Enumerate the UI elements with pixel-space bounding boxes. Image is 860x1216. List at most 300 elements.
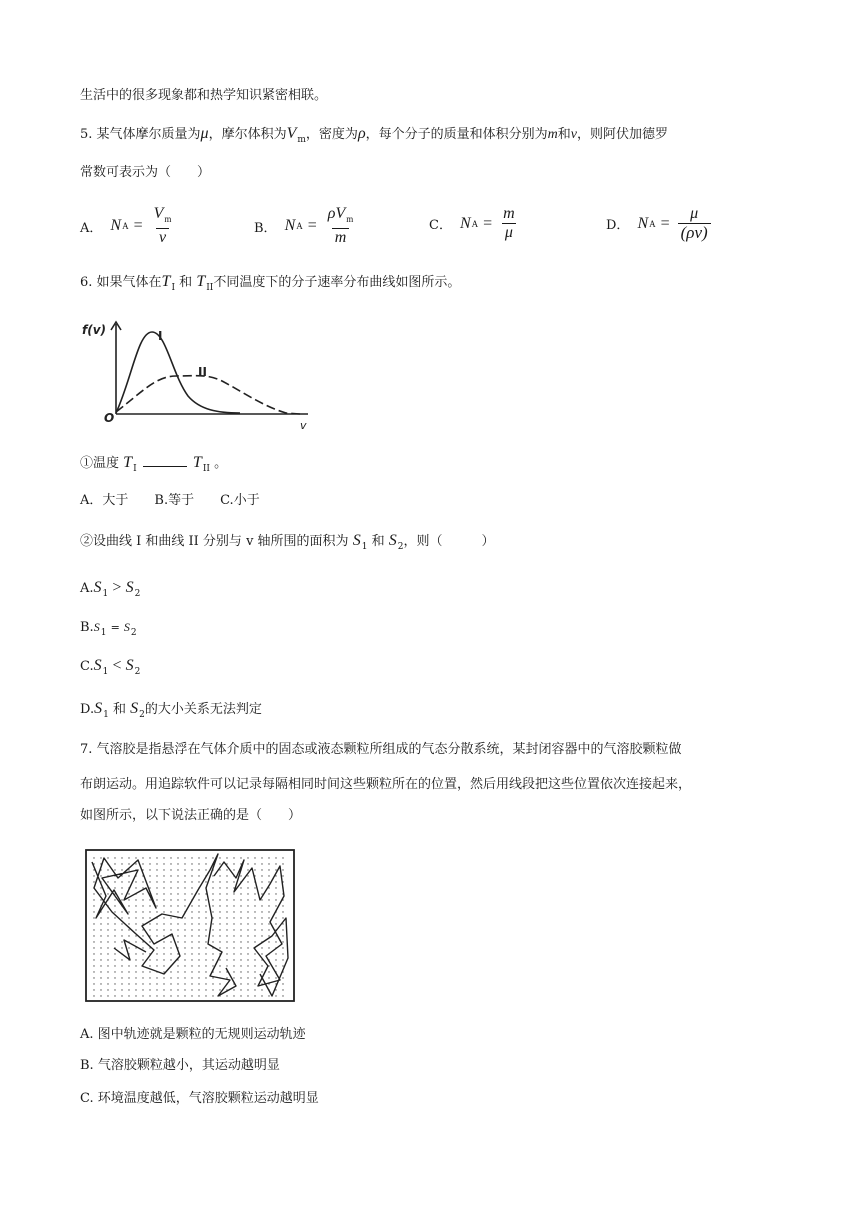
grid-dot [205,977,206,978]
grid-dot [233,947,234,948]
grid-dot [121,941,122,942]
n-symbol: N [637,214,649,232]
grid-dot [100,947,101,948]
grid-dot [156,893,157,894]
grid-dot [156,869,157,870]
grid-dot [177,899,178,900]
grid-dot [198,971,199,972]
equals-sign: = [307,217,317,234]
grid-dot [205,917,206,918]
grid-dot [114,899,115,900]
grid-dot [114,959,115,960]
grid-dot [205,983,206,984]
q5-text: ，密度为 [305,127,358,142]
grid-dot [191,863,192,864]
grid-dot [226,887,227,888]
curve-i-label: I [158,329,163,343]
grid-dot [275,965,276,966]
q5-stem-line2: 常数可表示为（ ） [80,165,211,180]
q5-v-sub: m [297,135,306,145]
grid-dot [128,881,129,882]
grid-dot [163,893,164,894]
grid-dot [100,893,101,894]
grid-dot [135,959,136,960]
grid-dot [191,923,192,924]
grid-dot [282,935,283,936]
grid-dot [107,893,108,894]
grid-dot [240,953,241,954]
grid-dot [233,959,234,960]
grid-dot [191,857,192,858]
grid-dot [93,941,94,942]
grid-dot [100,959,101,960]
denominator: μ [502,223,516,242]
q5-option-c[interactable] [429,205,521,242]
grid-dot [212,911,213,912]
grid-dot [93,893,94,894]
grid-dot [163,857,164,858]
grid-dot [191,917,192,918]
grid-dot [149,899,150,900]
grid-dot [100,935,101,936]
grid-dot [219,905,220,906]
grid-dot [282,863,283,864]
grid-dot [156,935,157,936]
grid-dot [156,977,157,978]
grid-dot [240,995,241,996]
grid-dot [135,863,136,864]
grid-dot [226,953,227,954]
grid-dot [254,983,255,984]
grid-dot [184,971,185,972]
grid-dot [275,923,276,924]
grid-dot [247,869,248,870]
grid-dot [226,935,227,936]
grid-dot [240,971,241,972]
s-symbol: S [94,700,103,717]
q6-option-a[interactable] [80,578,140,604]
q6-option-b[interactable] [80,617,137,643]
grid-dot [184,983,185,984]
grid-dot [128,923,129,924]
grid-dot [247,923,248,924]
grid-dot [170,959,171,960]
q6-sub1-options[interactable]: A．大于 B.等于 C.小于 [80,493,260,508]
grid-dot [282,959,283,960]
grid-dot [198,995,199,996]
grid-dot [240,935,241,936]
grid-dot [212,857,213,858]
grid-dot [149,863,150,864]
grid-dot [93,959,94,960]
grid-dot [226,893,227,894]
q6-option-d[interactable] [80,699,262,725]
grid-dot [198,959,199,960]
grid-dot [121,911,122,912]
grid-dot [170,905,171,906]
grid-dot [156,929,157,930]
grid-dot [275,953,276,954]
grid-dot [212,893,213,894]
grid-dot [282,875,283,876]
grid-dot [135,995,136,996]
grid-dot [114,989,115,990]
grid-dot [247,881,248,882]
s-sub: 1 [102,589,109,599]
s-symbol: S [388,532,397,549]
grid-dot [177,935,178,936]
grid-dot [261,881,262,882]
grid-dot [149,929,150,930]
grid-dot [233,923,234,924]
grid-dot [275,995,276,996]
q6-sub1 [80,453,227,479]
grid-dot [198,899,199,900]
t-symbol: T [192,454,202,471]
grid-dot [212,887,213,888]
grid-dot [247,983,248,984]
grid-dot [142,929,143,930]
fraction [325,205,356,247]
grid-dot [170,941,171,942]
grid-dot [268,923,269,924]
grid-dot [275,887,276,888]
answer-blank[interactable] [143,454,187,467]
q5-option-d[interactable] [606,205,714,242]
grid-dot [121,977,122,978]
grid-dot [261,971,262,972]
grid-dot [177,923,178,924]
grid-dot [275,935,276,936]
grid-dot [212,983,213,984]
q5-volume-symbol: v [570,127,577,142]
q6-text: 和 [112,702,126,717]
intro-text: 生活中的很多现象都和热学知识紧密相联。 [80,88,328,103]
grid-dot [149,887,150,888]
grid-dot [268,863,269,864]
grid-dot [254,917,255,918]
grid-dot [254,959,255,960]
formula [460,205,521,242]
grid-dot [128,875,129,876]
grid-dot [261,893,262,894]
grid-dot [128,869,129,870]
grid-dot [156,983,157,984]
grid-dot [254,971,255,972]
numerator: V [153,205,164,222]
grid-dot [142,989,143,990]
grid-dot [121,929,122,930]
grid-dot [226,869,227,870]
grid-dot [233,881,234,882]
grid-dot [226,881,227,882]
grid-dot [254,857,255,858]
grid-dot [149,971,150,972]
grid-dot [205,965,206,966]
grid-dot [163,989,164,990]
grid-dot [163,905,164,906]
grid-dot [107,989,108,990]
grid-dot [184,953,185,954]
grid-dot [142,905,143,906]
grid-dot [205,941,206,942]
denominator: m [332,228,350,247]
grid-dot [107,923,108,924]
grid-dot [233,935,234,936]
grid-dot [233,977,234,978]
grid-dot [135,935,136,936]
grid-dot [233,941,234,942]
grid-dot [93,935,94,936]
grid-dot [261,929,262,930]
grid-dot [268,875,269,876]
q6-text: 不同温度下的分子速率分布曲线如图所示。 [213,275,461,290]
t-symbol: T [196,273,206,290]
option-label: D. [80,702,95,717]
numerator: ρV [327,205,346,222]
grid-dot [149,905,150,906]
grid-dot [219,857,220,858]
grid-dot [156,995,157,996]
grid-dot [177,965,178,966]
grid-dot [198,857,199,858]
grid-dot [233,869,234,870]
grid-dot [191,941,192,942]
grid-dot [275,977,276,978]
grid-dot [107,995,108,996]
grid-dot [282,917,283,918]
grid-dot [121,863,122,864]
grid-dot [254,977,255,978]
grid-dot [93,881,94,882]
formula [637,205,713,242]
option-label: B． [254,220,277,236]
grid-dot [268,929,269,930]
option-label: C． [429,218,452,233]
grid-dot [121,947,122,948]
grid-dot [135,983,136,984]
grid-dot [114,971,115,972]
grid-dot [121,917,122,918]
curve-i [116,332,240,413]
grid-dot [233,893,234,894]
grid-dot [177,977,178,978]
grid-dot [184,881,185,882]
grid-dot [205,995,206,996]
grid-dot [100,941,101,942]
grid-dot [219,935,220,936]
grid-dot [191,905,192,906]
grid-dot [205,953,206,954]
grid-dot [233,971,234,972]
grid-dot [163,917,164,918]
q6-text: 的大小关系无法判定 [144,702,262,717]
q7-option-c[interactable]: C. 环境温度越低，气溶胶颗粒运动越明显 [80,1091,319,1106]
grid-dot [240,857,241,858]
grid-dot [205,905,206,906]
grid-dot [170,869,171,870]
grid-dot [282,977,283,978]
grid-dot [107,941,108,942]
grid-dot [240,959,241,960]
grid-dot [198,983,199,984]
option-label: A. [80,581,94,596]
grid-dot [177,995,178,996]
grid-dot [198,881,199,882]
grid-dot [107,857,108,858]
grid-dot [191,947,192,948]
grid-dot [156,959,157,960]
numerator: μ [690,205,699,222]
grid-dot [261,923,262,924]
grid-dot [205,857,206,858]
option-label: B. [80,620,94,635]
grid-dot [261,935,262,936]
grid-dot [254,995,255,996]
q7-stem-line1: 7. 气溶胶是指悬浮在气体介质中的固态或液态颗粒所组成的气态分散系统，某封闭容器中的气溶胶颗粒做 [80,742,682,757]
grid-dot [100,887,101,888]
grid-dot [198,935,199,936]
grid-dot [163,887,164,888]
grid-dot [114,941,115,942]
q7-option-b[interactable]: B. 气溶胶颗粒越小，其运动越明显 [80,1058,280,1073]
grid-dot [128,929,129,930]
grid-dot [121,989,122,990]
grid-dot [170,995,171,996]
grid-dot [170,989,171,990]
grid-dot [149,881,150,882]
grid-dot [226,875,227,876]
grid-dot [205,947,206,948]
grid-dot [142,887,143,888]
grid-dot [226,923,227,924]
grid-dot [268,995,269,996]
grid-dot [121,923,122,924]
grid-dot [240,917,241,918]
grid-dot [184,929,185,930]
grid-dot [282,929,283,930]
grid-dot [170,947,171,948]
q5-option-b[interactable] [254,205,359,247]
grid-dot [184,917,185,918]
q6-option-c[interactable] [80,656,140,682]
q5-text: ，摩尔体积为 [208,127,287,142]
grid-dot [170,875,171,876]
grid-dot [170,971,171,972]
grid-dot [128,983,129,984]
grid-dot [198,965,199,966]
grid-dot [261,857,262,858]
grid-dot [114,881,115,882]
grid-dot [177,905,178,906]
n-sub: A [122,221,129,231]
q5-text: 和 [557,127,571,142]
grid-dot [282,869,283,870]
grid-dot [212,905,213,906]
numerator-sub: m [164,214,172,224]
numerator-sub: m [346,214,354,224]
grid-dot [268,977,269,978]
grid-dot [156,863,157,864]
grid-dot [240,899,241,900]
grid-dot [233,905,234,906]
grid-dot [163,863,164,864]
grid-dot [149,977,150,978]
grid-dot [135,881,136,882]
grid-dot [191,935,192,936]
q5-option-a[interactable] [80,205,177,247]
grid-dot [219,875,220,876]
grid-dot [114,935,115,936]
grid-dot [219,887,220,888]
grid-dot [247,941,248,942]
grid-dot [184,995,185,996]
grid-dot [135,941,136,942]
grid-dot [191,929,192,930]
grid-dot [205,899,206,900]
grid-dot [135,989,136,990]
grid-dot [240,911,241,912]
t-sub: II [202,464,210,474]
grid-dot [268,935,269,936]
grid-dot [261,947,262,948]
grid-dot [247,995,248,996]
grid-dot [93,965,94,966]
n-sub: A [296,221,303,231]
grid-dot [261,875,262,876]
grid-dot [107,959,108,960]
origin-label: O [104,411,115,425]
grid-dot [121,869,122,870]
grid-dot [177,881,178,882]
grid-dot [142,935,143,936]
grid-dot [114,905,115,906]
grid-dot [156,899,157,900]
grid-dot [149,965,150,966]
grid-dot [240,977,241,978]
grid-dot [254,965,255,966]
grid-dot [114,917,115,918]
grid-dot [205,863,206,864]
grid-dot [163,977,164,978]
grid-dot [226,905,227,906]
grid-dot [275,893,276,894]
grid-dot [184,923,185,924]
s-sub: 1 [102,667,109,677]
grid-dot [198,941,199,942]
grid-dot [128,917,129,918]
grid-dot [93,929,94,930]
equals-sign: = [660,214,670,232]
grid-dot [212,935,213,936]
grid-dot [177,983,178,984]
grid-dot [107,869,108,870]
grid-dot [219,869,220,870]
option-label: C. [80,659,94,674]
grid-dot [254,941,255,942]
q7-option-a[interactable]: A. 图中轨迹就是颗粒的无规则运动轨迹 [80,1027,306,1042]
grid-dot [156,953,157,954]
grid-dot [219,911,220,912]
grid-dot [163,899,164,900]
grid-dot [93,923,94,924]
t-sub: I [133,464,137,474]
grid-dot [240,887,241,888]
grid-dot [149,983,150,984]
grid-dot [163,983,164,984]
grid-dot [93,917,94,918]
grid-dot [275,869,276,870]
